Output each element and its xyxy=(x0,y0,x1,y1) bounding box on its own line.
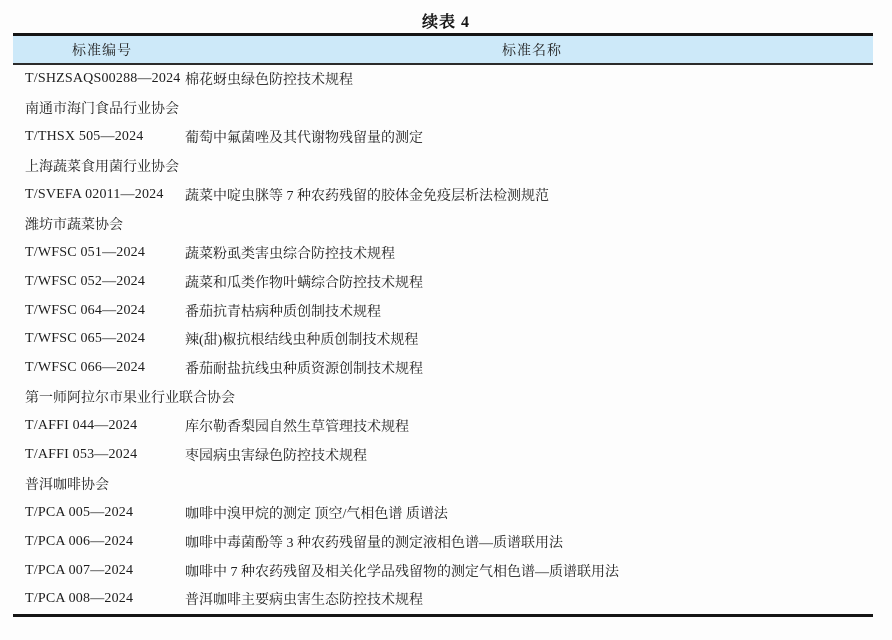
standard-number: T/WFSC 064—2024 xyxy=(25,302,146,318)
standard-name: 咖啡中毒菌酚等 3 种农药残留量的测定液相色谱—质谱联用法 xyxy=(185,535,563,551)
standard-number: T/WFSC 051—2024 xyxy=(25,244,146,260)
column-header-standard-number: 标准编号 xyxy=(72,43,132,59)
standard-name: 库尔勒香梨园自然生草管理技术规程 xyxy=(185,420,409,436)
table-body xyxy=(13,65,873,614)
standard-number: T/PCA 007—2024 xyxy=(25,562,134,578)
standard-name: 番茄抗青枯病种质创制技术规程 xyxy=(185,304,381,320)
association-name: 南通市海门食品行业协会 xyxy=(25,102,179,118)
standard-name: 蔬菜和瓜类作物叶螨综合防控技术规程 xyxy=(185,275,423,291)
standard-number: T/SHZSAQS00288—2024 xyxy=(25,71,181,87)
standard-number: T/PCA 006—2024 xyxy=(25,533,134,549)
association-group-row xyxy=(13,94,873,123)
association-name: 上海蔬菜食用菌行业协会 xyxy=(25,160,179,176)
table-row xyxy=(13,123,873,152)
table-row xyxy=(13,412,873,441)
table-row xyxy=(13,585,873,614)
table-row xyxy=(13,65,873,94)
association-name: 潍坊市蔬菜协会 xyxy=(25,217,123,233)
association-group-row xyxy=(13,383,873,412)
column-header-standard-name: 标准名称 xyxy=(502,43,562,59)
association-group-row xyxy=(13,469,873,498)
association-group-row xyxy=(13,152,873,181)
standard-name: 咖啡中 7 种农药残留及相关化学品残留物的测定气相色谱—质谱联用法 xyxy=(185,564,619,580)
standard-number: T/AFFI 053—2024 xyxy=(25,447,138,463)
association-name: 普洱咖啡协会 xyxy=(25,477,109,493)
standard-name: 葡萄中氟菌唑及其代谢物残留量的测定 xyxy=(185,131,423,147)
table-row xyxy=(13,181,873,210)
table-row xyxy=(13,354,873,383)
table-row xyxy=(13,498,873,527)
standard-name: 枣园病虫害绿色防控技术规程 xyxy=(185,449,367,465)
standard-number: T/WFSC 066—2024 xyxy=(25,360,146,376)
table-row xyxy=(13,238,873,267)
standard-number: T/AFFI 044—2024 xyxy=(25,418,138,434)
standard-name: 棉花蚜虫绿色防控技术规程 xyxy=(185,73,353,89)
standard-number: T/PCA 008—2024 xyxy=(25,591,134,607)
table-row xyxy=(13,267,873,296)
table-header-row xyxy=(13,36,873,65)
standard-number: T/PCA 005—2024 xyxy=(25,504,134,520)
standard-name: 蔬菜中啶虫脒等 7 种农药残留的胶体金免疫层析法检测规范 xyxy=(185,189,549,204)
standard-number: T/WFSC 065—2024 xyxy=(25,331,146,347)
table-continuation-title: 续表 4 xyxy=(421,14,470,31)
table-row xyxy=(13,296,873,325)
table-row xyxy=(13,527,873,556)
standard-name: 番茄耐盐抗线虫种质资源创制技术规程 xyxy=(185,362,423,378)
association-group-row xyxy=(13,209,873,238)
table-row xyxy=(13,556,873,585)
standard-name: 普洱咖啡主要病虫害生态防控技术规程 xyxy=(185,593,423,609)
association-name: 第一师阿拉尔市果业行业联合协会 xyxy=(25,391,235,407)
standard-number: T/SVEFA 02011—2024 xyxy=(25,187,164,202)
standard-name: 辣(甜)椒抗根结线虫种质创制技术规程 xyxy=(185,333,419,349)
standard-name: 蔬菜粉虱类害虫综合防控技术规程 xyxy=(185,246,395,262)
table-row xyxy=(13,441,873,470)
standards-table xyxy=(13,33,873,617)
standard-name: 咖啡中溴甲烷的测定 顶空/气相色谱 质谱法 xyxy=(185,506,448,522)
standard-number: T/THSX 505—2024 xyxy=(25,129,144,145)
standard-number: T/WFSC 052—2024 xyxy=(25,273,146,289)
table-row xyxy=(13,325,873,354)
